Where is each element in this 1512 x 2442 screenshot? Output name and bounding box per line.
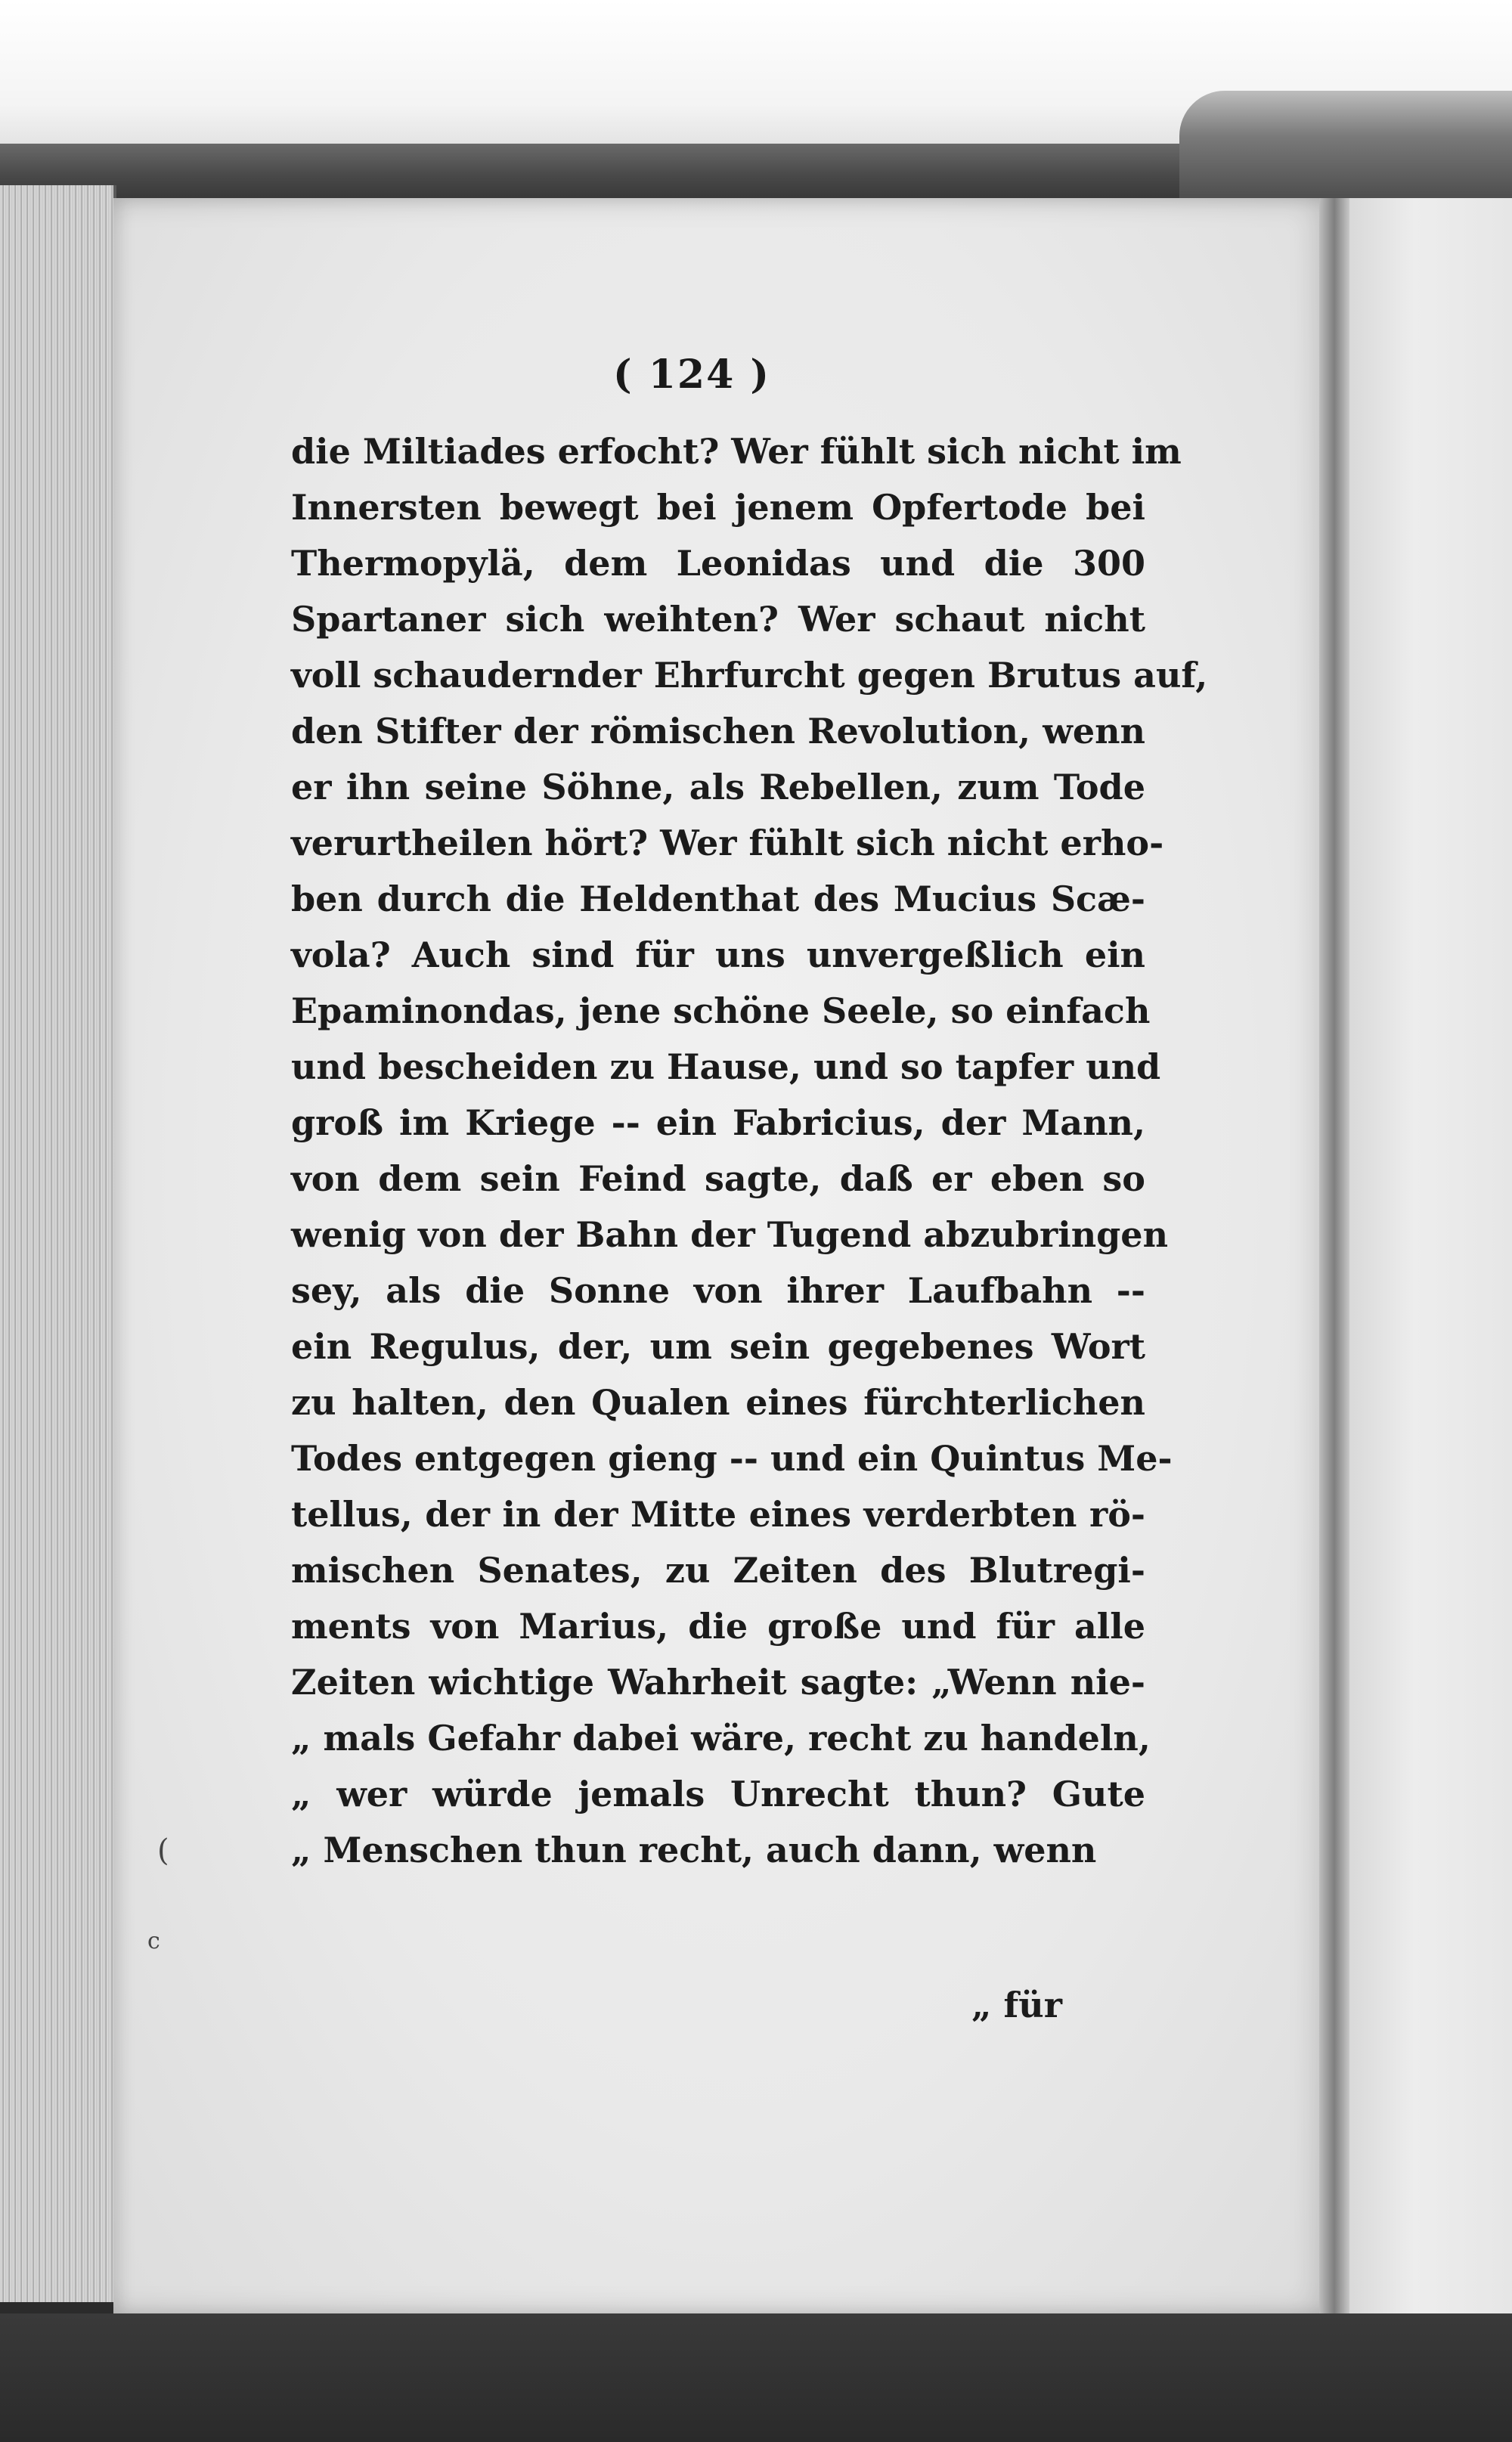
text-line: Todes entgegen gieng -- und ein Quintus Me- [291, 1438, 1173, 1479]
text-line: er ihn seine Söhne, als Rebellen, zum Tode [291, 767, 1145, 807]
text-line: voll schaudernder Ehrfurcht gegen Brutus auf, [291, 655, 1208, 696]
body-text [291, 423, 1208, 1878]
text-line: tellus, der in der Mitte eines verderbten rö- [291, 1494, 1145, 1535]
text-line: vola? Auch sind für uns unvergeßlich ein [291, 934, 1145, 975]
text-line: ments von Marius, die große und für alle [291, 1606, 1145, 1647]
page-number: ( 124 ) [613, 352, 770, 398]
facing-page-edge [1349, 198, 1512, 2315]
margin-pencil-mark: ( [157, 1833, 169, 1868]
text-line: mischen Senates, zu Zeiten des Blutregi- [291, 1550, 1145, 1591]
text-line: Thermopylä, dem Leonidas und die 300 [291, 543, 1145, 584]
text-line: Zeiten wichtige Wahrheit sagte: „Wenn nie- [291, 1662, 1145, 1703]
text-line: von dem sein Feind sagte, daß er eben so [291, 1158, 1145, 1199]
page-header [0, 352, 1512, 398]
text-line: die Miltiades erfocht? Wer fühlt sich nicht im [291, 431, 1182, 472]
catchword: „ für [971, 1985, 1062, 2025]
book-gutter [1319, 198, 1349, 2315]
text-line: ben durch die Heldenthat des Mucius Scæ- [291, 879, 1145, 919]
text-line: ein Regulus, der, um sein gegebenes Wort [291, 1326, 1145, 1367]
text-line: „ Menschen thun recht, auch dann, wenn [291, 1830, 1097, 1870]
text-line: Innersten bewegt bei jenem Opfertode bei [291, 487, 1145, 528]
scan-background-bottom [0, 2313, 1512, 2442]
text-line: „ wer würde jemals Unrecht thun? Gute [291, 1774, 1145, 1814]
text-line: und bescheiden zu Hause, und so tapfer und [291, 1046, 1161, 1087]
text-line: „ mals Gefahr dabei wäre, recht zu handeln, [291, 1718, 1151, 1759]
text-line: Spartaner sich weihten? Wer schaut nicht [291, 599, 1145, 640]
text-line: Epaminondas, jene schöne Seele, so einfach [291, 990, 1151, 1031]
text-line: wenig von der Bahn der Tugend abzubringen [291, 1214, 1169, 1255]
page-edge-stack [0, 185, 116, 2302]
text-line: groß im Kriege -- ein Fabricius, der Mann, [291, 1102, 1145, 1143]
book-cover-corner [1179, 91, 1512, 204]
text-line: verurtheilen hört? Wer fühlt sich nicht erho- [291, 823, 1164, 863]
margin-pencil-mark: c [147, 1928, 160, 1954]
text-line: sey, als die Sonne von ihrer Laufbahn -- [291, 1270, 1145, 1311]
text-line: den Stifter der römischen Revolution, wenn [291, 711, 1145, 752]
text-line: zu halten, den Qualen eines fürchterlichen [291, 1382, 1145, 1423]
